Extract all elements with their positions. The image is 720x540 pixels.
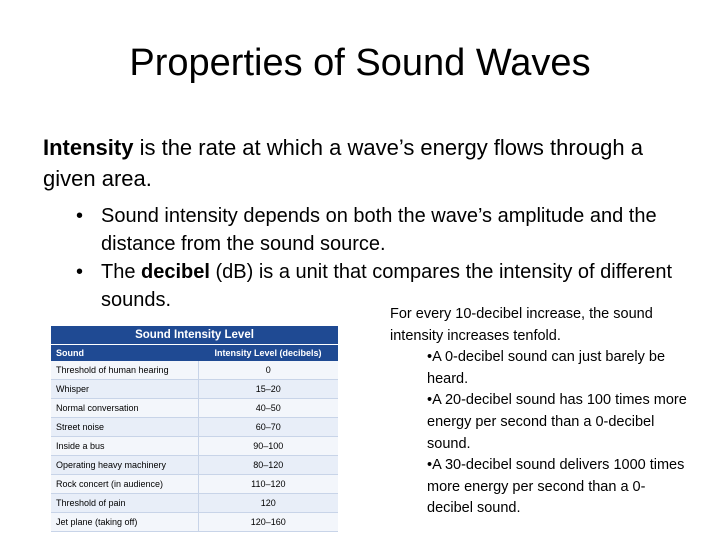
side-note-sub: •A 30-decibel sound delivers 1000 times more energy per second than a 0-decibel sound.: [427, 457, 685, 517]
cell-level: 90–100: [198, 437, 338, 456]
cell-sound: Street noise: [51, 418, 198, 437]
table-caption: Sound Intensity Level: [51, 326, 338, 344]
cell-sound: Inside a bus: [51, 437, 198, 456]
table-row: [51, 475, 338, 494]
table-row: [51, 513, 338, 532]
side-note-sub: •A 0-decibel sound can just barely be heard.: [427, 349, 666, 387]
table-row: [51, 456, 338, 475]
cell-sound: Threshold of pain: [51, 494, 198, 513]
bullet-list: [76, 202, 676, 314]
intro-text: is the rate at which a wave’s energy flows through a given area.: [43, 135, 644, 191]
table-header-row: [51, 345, 338, 362]
cell-level: 40–50: [198, 399, 338, 418]
table-row: [51, 361, 338, 380]
intensity-term: Intensity: [43, 135, 134, 160]
intro-paragraph: [43, 132, 683, 194]
cell-sound: Threshold of human hearing: [51, 361, 198, 380]
cell-level: 60–70: [198, 418, 338, 437]
sound-intensity-table: [51, 326, 338, 532]
bullet-icon: •: [76, 261, 84, 283]
cell-sound: Jet plane (taking off): [51, 513, 198, 532]
cell-sound: Whisper: [51, 380, 198, 399]
table-row: [51, 437, 338, 456]
bullet-icon: •: [76, 205, 84, 227]
cell-sound: Rock concert (in audience): [51, 475, 198, 494]
side-notes: [390, 304, 690, 520]
cell-level: 15–20: [198, 380, 338, 399]
bullet-text-post: (dB) is a unit that compares the intensity of different sounds.: [101, 261, 673, 311]
cell-level: 110–120: [198, 475, 338, 494]
bullet-item: [76, 202, 676, 258]
table-row: [51, 380, 338, 399]
slide-title: Properties of Sound Waves: [129, 42, 591, 84]
cell-level: 120: [198, 494, 338, 513]
cell-level: 120–160: [198, 513, 338, 532]
bullet-text: Sound intensity depends on both the wave’s amplitude and the distance from the sound source.: [101, 205, 657, 255]
cell-level: 80–120: [198, 456, 338, 475]
side-note-main: For every 10-decibel increase, the sound intensity increases tenfold.: [390, 306, 653, 344]
table-row: [51, 494, 338, 513]
table-row: [51, 418, 338, 437]
table-row: [51, 399, 338, 418]
side-note-sub: •A 20-decibel sound has 100 times more energy per second than a 0-decibel sound.: [427, 392, 687, 452]
column-header-intensity: Intensity Level (decibels): [198, 345, 338, 362]
bullet-text-pre: The: [101, 261, 142, 283]
decibel-term: decibel: [141, 261, 210, 283]
column-header-sound: Sound: [51, 345, 198, 362]
cell-sound: Operating heavy machinery: [51, 456, 198, 475]
cell-sound: Normal conversation: [51, 399, 198, 418]
cell-level: 0: [198, 361, 338, 380]
